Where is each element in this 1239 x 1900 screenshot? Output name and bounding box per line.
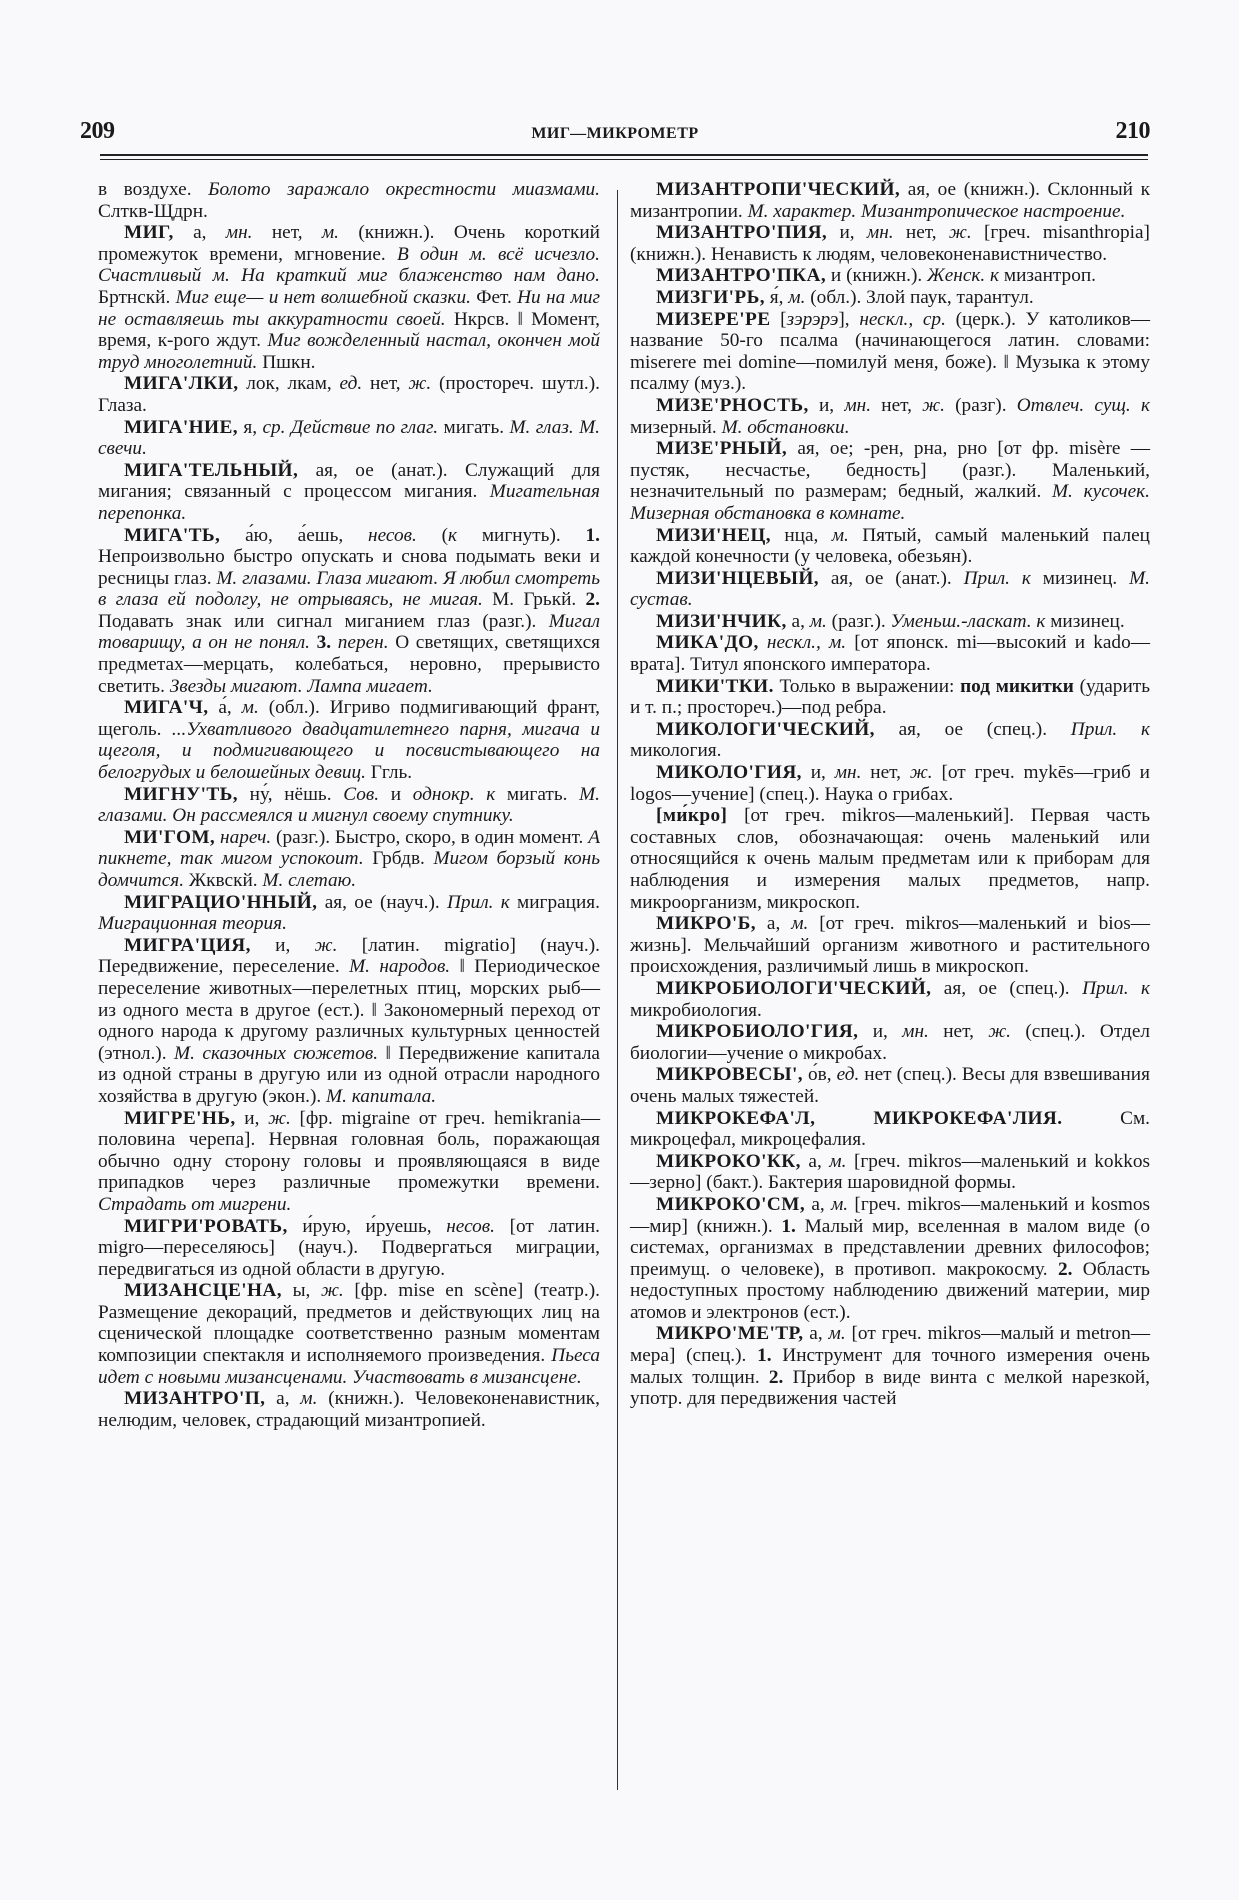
dictionary-entry <box>630 1108 1150 1151</box>
italic-text: Миг вожделенный настал, окончен мой труд многолетний. <box>98 330 600 373</box>
headword: МИЗАНТРО'ПИЯ, <box>656 222 828 244</box>
headword: МИКРО'Б, <box>656 913 756 935</box>
italic-text: Страдать от мигрени. <box>98 1193 292 1215</box>
definition-text: [от греч. mikros—маленький и bios—жизнь]. Мельчайший организм животного и растительного происхождения, различимый лишь в микроскоп. <box>630 913 1151 978</box>
italic-text: Мигательная перепонка. <box>98 481 600 524</box>
dictionary-entry <box>630 1194 1150 1324</box>
dictionary-entry <box>630 395 1150 438</box>
italic-text: М. слетаю. <box>262 870 357 891</box>
italic-text: м. <box>828 1323 846 1345</box>
definition-text: ‖ Периодическое переселение животных—перелетных птиц, морских рыб—из одного места в другое (ест.). ‖ Закономерный переход от одного народа к другому различных культурных ценностей (этнол.). <box>98 956 601 1064</box>
dictionary-entry <box>98 417 600 460</box>
definition-text: [от японск. mi—высокий и kado—врата]. Титул японского императора. <box>630 632 1150 676</box>
definition-text <box>310 632 317 653</box>
entry-continuation <box>98 179 600 222</box>
italic-text: ед. <box>339 373 363 395</box>
italic-text: Болото заражало окрестности миазмами. <box>208 179 600 200</box>
definition-text: (ударить и т. п.; простореч.)—под ребра. <box>630 675 1150 719</box>
sense-number: 2. <box>1057 1258 1073 1280</box>
headword: МИЗИ'НЧИК, <box>656 610 787 632</box>
italic-text: М. капитала. <box>326 1085 437 1107</box>
definition-text: мизантроп. <box>999 265 1096 287</box>
dictionary-entry <box>630 1021 1150 1064</box>
italic-text: м. <box>831 524 849 546</box>
headword: МИГРИ'РОВАТЬ, <box>124 1215 288 1237</box>
sense-number: 1. <box>757 1345 772 1367</box>
dictionary-entry <box>98 935 600 1108</box>
definition-text: ( <box>416 524 449 546</box>
definition-text: ая, ое (книжн.). Склонный к мизантропии. <box>630 179 1150 222</box>
dictionary-entry <box>98 892 600 935</box>
headword: МИГ, <box>124 222 174 244</box>
definition-text: ‖ Передвижение капитала из одной страны в другую или из одной отрасли народного хозяйства в другую (экон.). <box>98 1042 600 1107</box>
italic-text: Мигал товарищу, а он не понял. <box>98 610 600 654</box>
definition-text: микология. <box>630 740 722 762</box>
definition-text: Пятый, самый маленький палец каждой конечности (у человека, обезьян). <box>630 524 1150 568</box>
definition-text: а, <box>786 610 810 632</box>
italic-text: м. <box>830 1193 849 1215</box>
definition-text <box>759 632 767 653</box>
italic-text: перен. <box>337 632 389 654</box>
dictionary-entry <box>98 827 600 892</box>
definition-text: (разг). <box>944 394 1017 416</box>
italic-text: к <box>448 524 458 546</box>
dictionary-entry <box>630 676 1150 719</box>
italic-text: М. глазами. Глаза мигают. Я любил смотреть в глаза ей подолгу, не отрываясь, не мигая. <box>98 567 600 611</box>
italic-text: М. кусочек. Мизерная обстановка в комнате. <box>630 481 1150 524</box>
definition-text <box>331 632 338 653</box>
definition-text: [ <box>770 308 787 330</box>
italic-text: несов. <box>446 1215 495 1237</box>
italic-text: несов. <box>368 524 417 546</box>
headword: МИЗГИ'РЬ, <box>656 286 765 308</box>
definition-text: [греч. mikros—маленький и kosmos—мир] (книжн.). <box>630 1193 1150 1237</box>
definition-text: [фр. mise en scène] (театр.). Размещение декораций, предметов и действующих лиц на сценической площадке соответственно разным моментам композиции спектакля и исполняемого произведения. <box>98 1280 600 1367</box>
italic-text: Сов. <box>343 783 380 805</box>
headword: МИЗАНСЦЕ'НА, <box>124 1280 282 1302</box>
italic-text: ж. <box>314 934 338 956</box>
definition-text: Ггль. <box>365 762 413 784</box>
definition-text: а, <box>173 222 226 244</box>
definition-text: (книжн.). Человеконенавистник, нелюдим, человек, страдающий мизантропией. <box>98 1388 600 1431</box>
definition-text: Бртнскй. <box>98 286 176 308</box>
dictionary-entry <box>630 1151 1150 1194</box>
italic-text: нареч. <box>220 826 272 848</box>
definition-text: Прибор в виде винта с мелкой нарезкой, употр. для передвижения частей <box>630 1366 1151 1410</box>
definition-text: ая, ое (спец.). <box>931 977 1083 999</box>
headword: МИКРОБИОЛОГИ'ЧЕСКИЙ, <box>656 977 932 999</box>
definition-text: ая, ое; -рен, рна, рно [от фр. misère — пустяк, несчастье, бедность] (разг.). Маленький, незначительный по размерам; бедный, жалкий. <box>630 438 1150 503</box>
definition-text: [фр. migraine от греч. hemikrania—половина черепа]. Нервная головная боль, поражающая обычно одну сторону головы и проявляющаяся в виде припадков через различные промежутки времени. <box>98 1107 600 1194</box>
right-column <box>630 179 1150 1410</box>
italic-text: зэрэрэ <box>786 308 839 330</box>
headword: МИКРОБИОЛО'ГИЯ, <box>656 1021 859 1043</box>
headword: МИГА'Ч, <box>124 697 209 719</box>
definition-text: ну́, нёшь. <box>238 783 344 805</box>
definition-text: Фет. <box>470 286 518 308</box>
dictionary-entry <box>630 179 1150 222</box>
definition-text: нет, <box>893 222 949 244</box>
definition-text: Только в выражении: <box>773 675 961 697</box>
dictionary-entry <box>98 1280 600 1388</box>
definition-text: микробиология. <box>630 999 762 1021</box>
definition-text: и (книжн.). <box>826 265 928 287</box>
headword: МИКА'ДО, <box>656 632 759 654</box>
definition-text: [греч. mikros—маленький и kokkos—зерно] (бакт.). Бактерия шаровидной формы. <box>630 1150 1150 1194</box>
headword: МИКОЛОГИ'ЧЕСКИЙ, <box>656 718 875 740</box>
dictionary-entry <box>98 1108 600 1216</box>
definition-text: а, <box>805 1193 831 1215</box>
italic-text: А пикнете, так мигом успокоит. <box>98 826 600 870</box>
headword: МИЗЕ'РНЫЙ, <box>656 438 788 460</box>
running-head: МИГ—МИКРОМЕТР <box>531 125 699 142</box>
dictionary-entry <box>630 805 1150 913</box>
column-separator <box>617 190 618 1790</box>
dictionary-entry <box>98 460 600 525</box>
dictionary-entry <box>630 1064 1150 1107</box>
italic-text: Миграционная теория. <box>98 913 287 935</box>
italic-text: Уменьш.-ласкат. к <box>890 610 1046 632</box>
italic-text: м. <box>809 610 827 632</box>
definition-text: Пшкн. <box>257 351 316 373</box>
italic-text: ж. <box>408 373 432 395</box>
italic-text: ж. <box>948 222 972 244</box>
definition-text: Малый мир, вселенная в малом виде (о системах, организмах в представлении древних философов; преимущ. о человеке), в противоп. макрокосму. <box>630 1215 1150 1280</box>
definition-text: Жквскй. <box>184 870 263 891</box>
definition-text: Грбдв. <box>363 848 434 870</box>
italic-text: Прил. к <box>446 891 510 913</box>
dictionary-entry <box>630 222 1150 265</box>
italic-text: Прил. к <box>963 567 1031 589</box>
dictionary-entry <box>630 438 1150 524</box>
headword: МИКРОКЕФА'Л, МИКРОКЕФА'ЛИЯ. <box>656 1107 1063 1129</box>
definition-text: о́в, <box>803 1064 837 1086</box>
italic-text: м. <box>300 1388 318 1410</box>
definition-text: (обл.). Игриво подмигивающий франт, щеголь. <box>98 697 600 740</box>
headword: МИКРОКО'СМ, <box>656 1193 806 1215</box>
definition-text: Нкрсв. ‖ Момент, время, к-рого ждут. <box>98 308 600 352</box>
italic-text: Звезды мигают. Лампа мигает. <box>169 675 433 697</box>
italic-text: мн. <box>844 394 872 416</box>
definition-text: [греч. misanthropia] (книжн.). Ненависть к людям, человеконенавистничество. <box>630 222 1150 265</box>
definition-text: а́, <box>208 697 242 719</box>
dictionary-entry <box>98 1388 600 1431</box>
definition-text: (разг.). <box>826 610 891 632</box>
definition-text: [латин. migratio] (науч.). Передвижение, переселение. <box>98 934 600 978</box>
definition-text: нет, <box>861 762 910 784</box>
dictionary-entry <box>98 222 600 373</box>
italic-text: Прил. к <box>1082 977 1151 999</box>
definition-text: мизинец. <box>1030 567 1130 589</box>
dictionary-entry <box>630 1323 1150 1409</box>
italic-text: Ни на миг не оставляешь ты аккуратности своей. <box>98 286 600 330</box>
definition-text: мизинец. <box>1045 610 1125 632</box>
definition-text: а́ю, а́ешь, <box>220 524 369 546</box>
definition-text: ая, ое (спец.). <box>874 718 1071 740</box>
dictionary-entry <box>98 697 600 783</box>
italic-text: нескл., м. <box>766 632 847 654</box>
dictionary-entry <box>630 525 1150 568</box>
dictionary-entry <box>630 719 1150 762</box>
definition-text: (церк.). У католиков—название 50-го псалма (начинающегося латин. словами: miserere mei domine—помилуй меня, боже). ‖ Музыка к этому псалму (муз.). <box>630 308 1150 395</box>
headword: МИЗАНТРО'ПКА, <box>656 265 827 287</box>
sense-number: под микитки <box>960 675 1074 697</box>
definition-text: мизерный. <box>630 416 722 438</box>
definition-text: О светящих, светящихся предметах—мерцать, колебаться, неровно, прерывисто светить. <box>98 632 600 697</box>
italic-text: м. <box>241 697 259 719</box>
headword: МИКОЛО'ГИЯ, <box>656 762 802 784</box>
italic-text: м. <box>829 1150 847 1172</box>
page-number-left: 209 <box>80 118 115 144</box>
headword: МИЗАНТРО'П, <box>124 1388 266 1410</box>
italic-text: м. <box>791 913 809 935</box>
definition-text: мигнуть). <box>457 524 586 546</box>
definition-text: ая, ое (анат.). <box>819 567 964 589</box>
headword: МИГНУ'ТЬ, <box>124 783 238 805</box>
dictionary-entry <box>630 265 1150 287</box>
definition-text: (спец.). Отдел биологии—учение о микробах. <box>630 1021 1150 1064</box>
italic-text: ж. <box>909 762 933 784</box>
headword: МИКРО'МЕ'ТР, <box>656 1323 804 1345</box>
dictionary-entry <box>630 913 1150 978</box>
italic-text: ж. <box>988 1021 1011 1043</box>
definition-text: нет, <box>928 1021 989 1043</box>
headword: МИ'ГОМ, <box>124 826 216 848</box>
definition-text: в воздухе. <box>98 179 209 200</box>
definition-text: (обл.). Злой паук, тарантул. <box>805 286 1034 308</box>
sense-number: 2. <box>768 1366 784 1388</box>
definition-text: я́, <box>764 286 789 308</box>
definition-text: Слткв-Щдрн. <box>98 200 208 222</box>
definition-text: мигать. <box>438 416 510 438</box>
page-header <box>80 118 1150 158</box>
italic-text: нескл., ср. <box>859 308 946 330</box>
definition-text: ], <box>838 308 860 330</box>
definition-text: (книжн.). Очень короткий промежуток времени, мгновение. <box>98 222 600 265</box>
headword: МИЗЕ'РНОСТЬ, <box>656 394 809 416</box>
italic-text: мн. <box>902 1021 929 1043</box>
italic-text: М. народов. <box>349 956 451 978</box>
definition-text: ы, <box>281 1280 321 1302</box>
definition-text: лок, лкам, <box>238 373 340 395</box>
headword: МИГА'НИЕ, <box>124 416 238 438</box>
italic-text: Прил. к <box>1070 718 1151 740</box>
italic-text: мн. <box>225 222 253 244</box>
headword: МИГА'ТЬ, <box>124 524 221 546</box>
header-rule-thick <box>100 154 1148 156</box>
headword: МИКРОВЕСЫ', <box>656 1064 803 1086</box>
definition-text: нца, <box>771 524 832 546</box>
headword: МИЗИ'НЕЦ, <box>656 524 772 546</box>
italic-text: М. глазами. Он рассмеялся и мигнул своему спутнику. <box>98 783 600 827</box>
italic-text: Женск. к <box>927 265 1000 287</box>
definition-text: [от греч. mikros—маленький]. Первая часть составных слов, обозначающая: очень маленький или относящийся к очень малым предметам или к приборам для наблюдения и измерения малых предметов, напр. микроорганизм, микроскоп. <box>630 805 1150 913</box>
dictionary-entry <box>630 611 1150 633</box>
definition-text: нет, <box>362 373 409 395</box>
definition-text: и, <box>827 222 867 244</box>
dictionary-entry <box>98 784 600 827</box>
sense-number: 2. <box>585 589 600 611</box>
italic-text: Отвлеч. сущ. к <box>1016 394 1150 416</box>
sense-number: 1. <box>585 524 600 546</box>
headword: МИГРЕ'НЬ, <box>124 1107 236 1129</box>
italic-text: Мигом борзый конь домчится. <box>98 848 600 891</box>
italic-text: М. сустав. <box>630 567 1150 611</box>
definition-text: и́рую, и́руешь, <box>287 1215 447 1237</box>
definition-text: [от греч. mykēs—гриб и logos—учение] (спец.). Наука о грибах. <box>630 762 1151 805</box>
definition-text: а, <box>803 1323 829 1345</box>
definition-text: и, <box>858 1021 903 1043</box>
left-column <box>98 179 600 1431</box>
definition-text: и <box>379 783 413 805</box>
definition-text: я, <box>237 416 263 438</box>
definition-text: М. Грькй. <box>482 589 586 611</box>
italic-text: ж. <box>320 1280 344 1302</box>
definition-text: мигать. <box>495 783 580 805</box>
dictionary-entry <box>630 309 1150 395</box>
headword: МИГА'ТЕЛЬНЫЙ, <box>124 459 299 481</box>
italic-text: Миг еще— и нет волшебной сказки. <box>175 286 471 308</box>
definition-text: [от латин. migro—переселяюсь] (науч.). Подвергаться миграции, передвигаться из одной области в другую. <box>98 1215 600 1280</box>
definition-text: и, <box>250 934 315 956</box>
italic-text: мн. <box>834 762 862 784</box>
definition-text: миграция. <box>509 891 600 913</box>
dictionary-entry <box>630 978 1150 1021</box>
definition-text: ая, ое (науч.). <box>317 891 447 913</box>
italic-text: ж. <box>922 394 945 416</box>
dictionary-entry <box>630 287 1150 309</box>
italic-text: М. сказочных сюжетов. <box>174 1042 379 1064</box>
headword: МИГРАЦИО'ННЫЙ, <box>124 891 318 913</box>
definition-text: и, <box>808 394 845 416</box>
headword: МИКРОКО'КК, <box>656 1150 801 1172</box>
definition-text: нет, <box>871 394 923 416</box>
italic-text: ...Ухватливого двадцатилетнего парня, мигача и щеголя, и подмигивающего и посвистывающего на белогрудых и белошейных девиц. <box>98 718 600 784</box>
headword: МИКИ'ТКИ. <box>656 675 774 697</box>
headword: МИГРА'ЦИЯ, <box>124 934 251 956</box>
definition-text: Непроизвольно быстро опускать и снова подымать веки и ресницы глаз. <box>98 546 600 589</box>
dictionary-entry <box>98 1216 600 1281</box>
dictionary-entry <box>630 632 1150 675</box>
sense-number: 1. <box>781 1215 796 1237</box>
headword: МИЗЕРЕ'РЕ <box>656 308 771 330</box>
definition-text: (разг.). Быстро, скоро, в один момент. <box>271 826 589 848</box>
italic-text: М. обстановки. <box>721 416 850 438</box>
definition-text: Подавать знак или сигнал миганием глаз (разг.). <box>98 610 549 632</box>
italic-text: М. характер. Мизантропическое настроение. <box>747 200 1126 222</box>
definition-text: а, <box>800 1150 830 1172</box>
dictionary-entry <box>630 762 1150 805</box>
dictionary-entry <box>630 568 1150 611</box>
italic-text: М. глаз. М. свечи. <box>98 416 600 460</box>
italic-text: однокр. к <box>412 783 496 805</box>
italic-text: м. <box>321 222 340 244</box>
dictionary-entry <box>98 373 600 416</box>
definition-text: а, <box>755 913 792 935</box>
definition-text: а, <box>265 1388 301 1410</box>
headword: МИГА'ЛКИ, <box>124 373 239 395</box>
dictionary-entry <box>98 525 600 698</box>
page-number-right: 210 <box>1115 118 1150 144</box>
definition-text: ая, ое (анат.). Служащий для мигания; связанный с процессом мигания. <box>98 459 600 503</box>
definition-text: Область недоступных простому наблюдению движений материи, мир атомов и электронов (ест.). <box>630 1258 1150 1323</box>
italic-text: ж. <box>268 1107 291 1129</box>
definition-text: и, <box>235 1107 269 1129</box>
header-rule-thin <box>100 159 1148 160</box>
definition-text: и, <box>801 762 835 784</box>
definition-text: нет (спец.). Весы для взвешивания очень малых тяжестей. <box>630 1064 1150 1107</box>
italic-text: м. <box>788 286 806 308</box>
definition-text: См. микроцефал, микроцефалия. <box>630 1107 1151 1151</box>
headword: [ми́кро] <box>656 805 728 827</box>
definition-text: [от греч. mikros—малый и metron—мера] (спец.). <box>630 1323 1150 1367</box>
sense-number: 3. <box>316 632 332 654</box>
definition-text: Инструмент для точного измерения очень малых толщин. <box>630 1345 1150 1388</box>
headword: МИЗИ'НЦЕВЫЙ, <box>656 567 819 589</box>
italic-text: В один м. всё исчезло. Счастливый м. На краткий миг блаженство нам дано. <box>98 243 601 287</box>
italic-text: мн. <box>866 222 894 244</box>
definition-text: нет, <box>252 222 322 244</box>
headword: МИЗАНТРОПИ'ЧЕСКИЙ, <box>656 179 901 200</box>
definition-text: (простореч. шутл.). Глаза. <box>98 373 600 416</box>
italic-text: Пьеса идет с новыми мизансценами. Участвовать в мизансцене. <box>98 1345 600 1388</box>
italic-text: ед. <box>836 1064 860 1086</box>
italic-text: ср. Действие по глаг. <box>262 416 439 438</box>
